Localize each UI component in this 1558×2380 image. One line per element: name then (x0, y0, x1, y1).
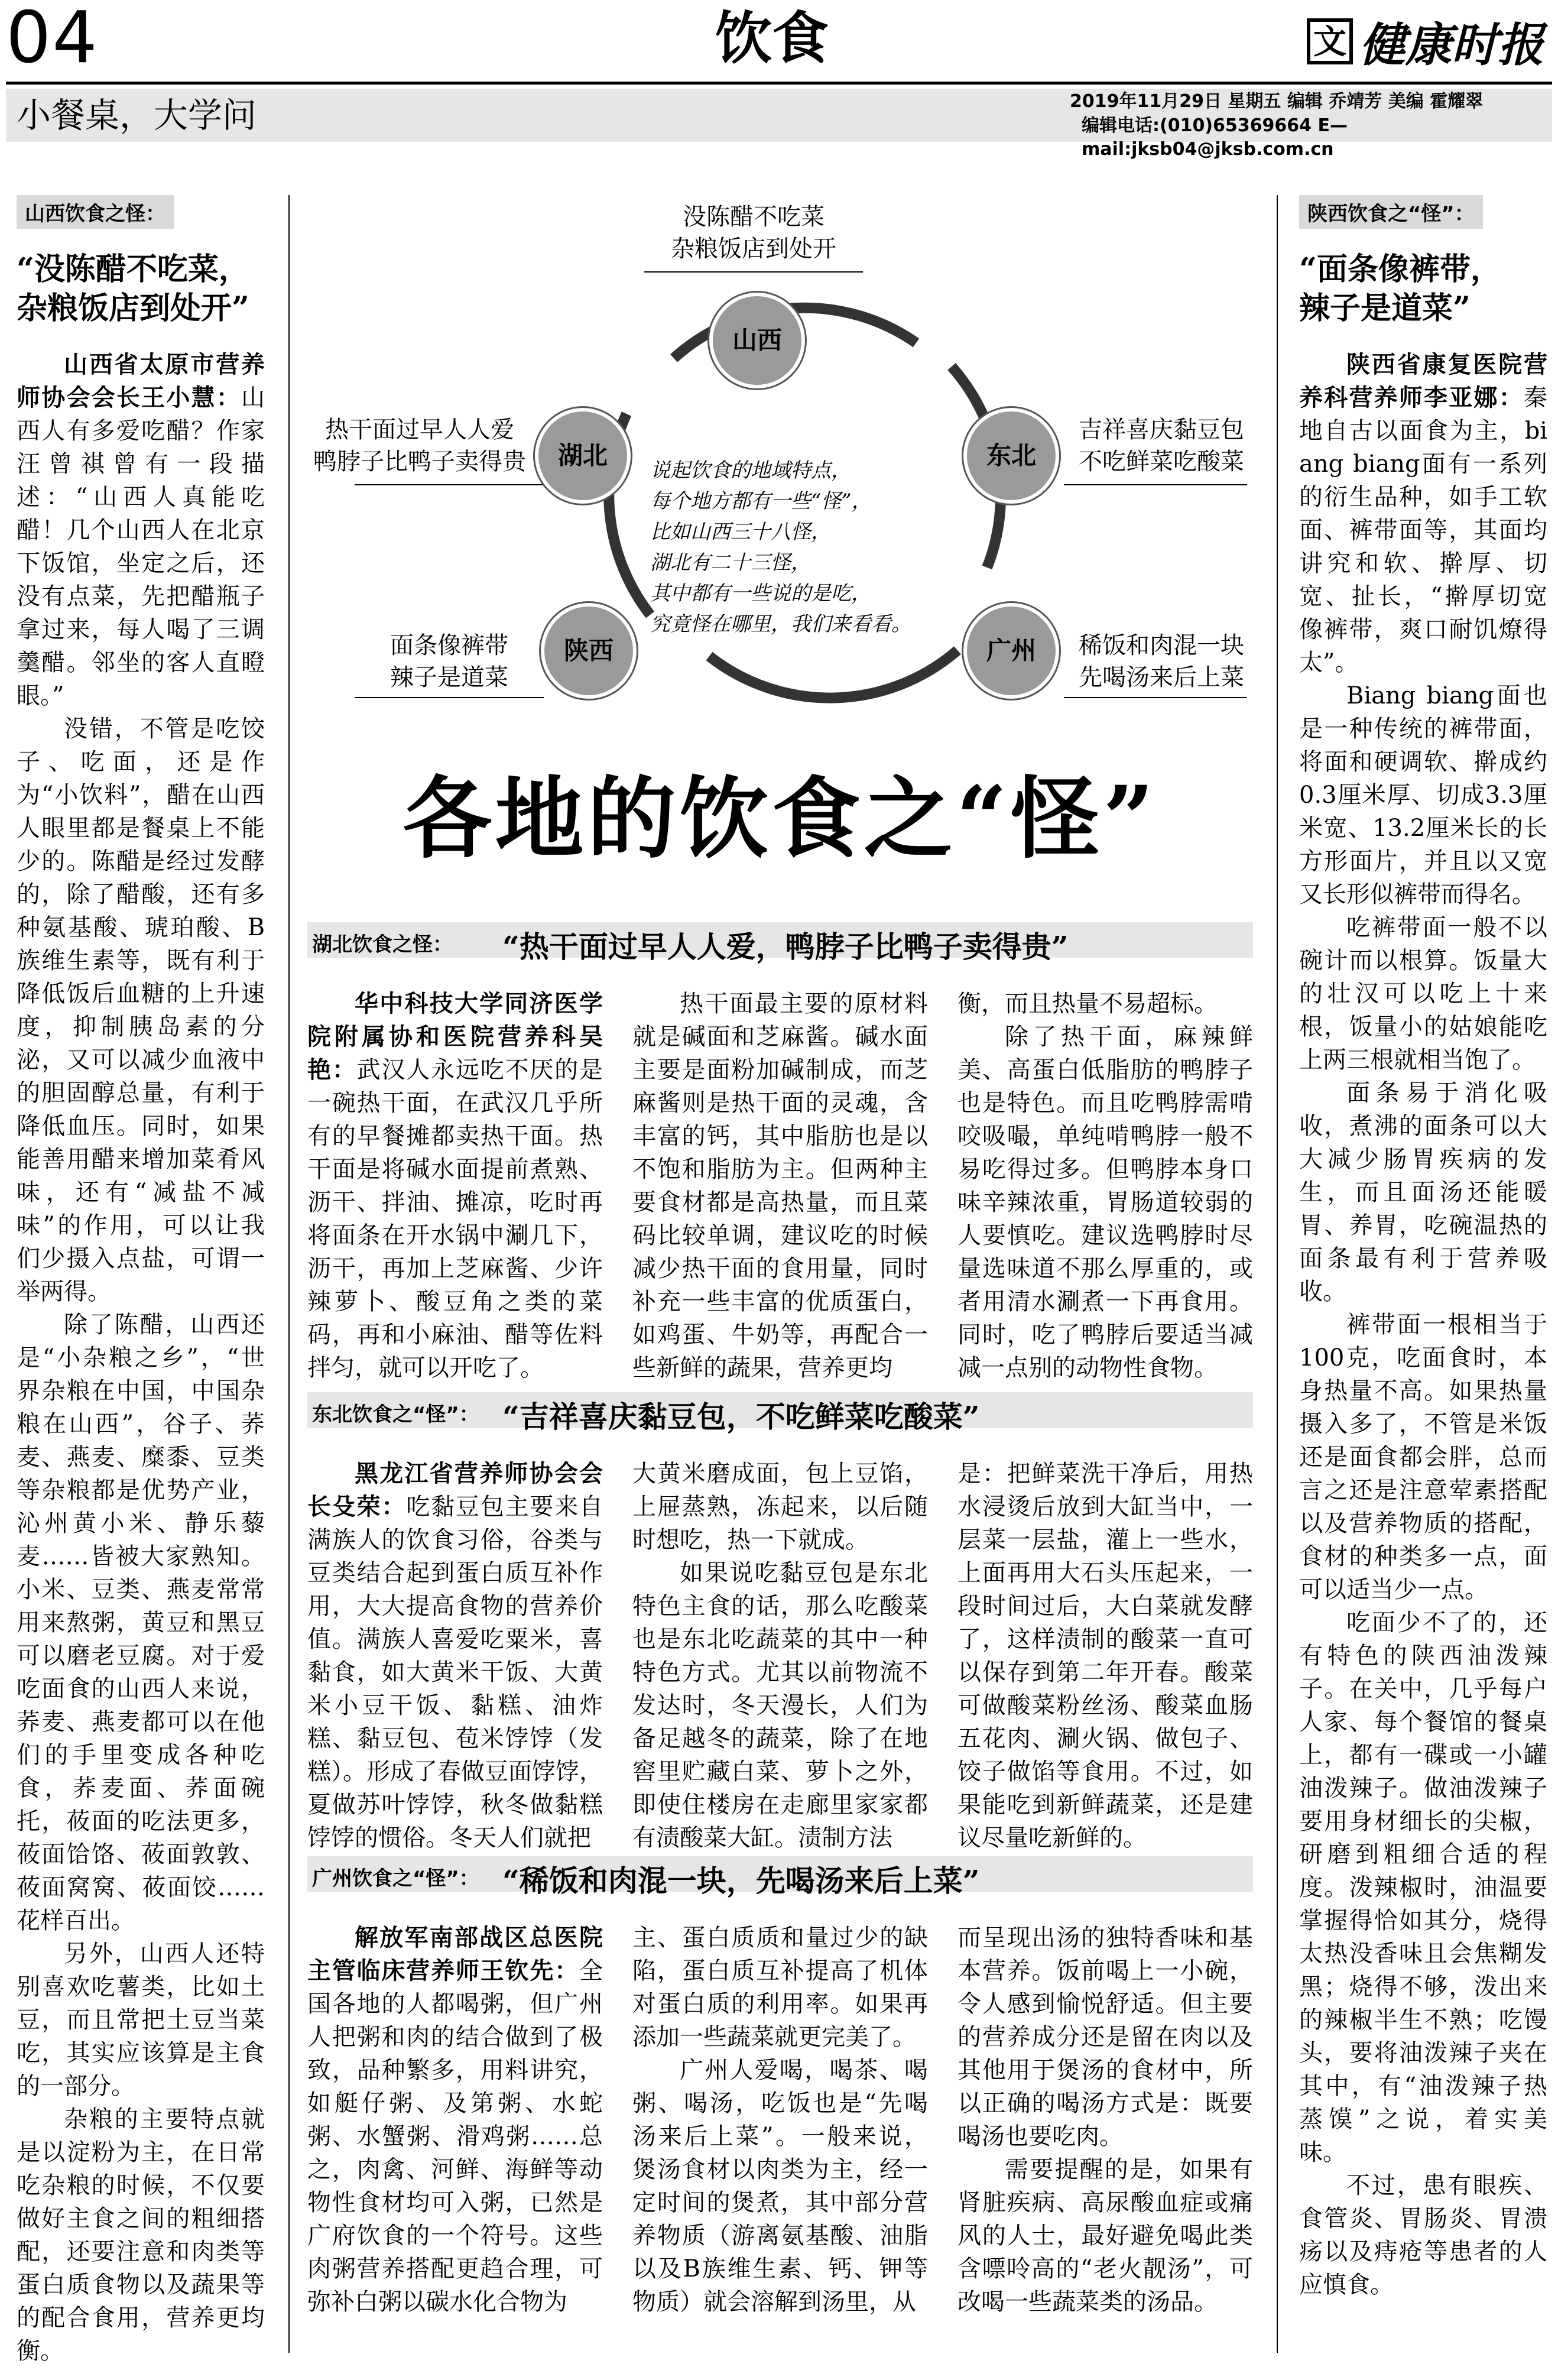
title-line: “没陈醋不吃菜， (17, 251, 249, 287)
hubei-col-3 (957, 987, 1253, 1384)
section-tag-shanxi: 山西饮食之怪： (17, 195, 174, 229)
paragraph: 吃黏豆包主要来自满族人的饮食习俗，谷类与豆类结合起到蛋白质互补作用，大大提高食物的营养价值。满族人喜爱吃粟米，喜黏食，如大黄米干饭、大黄米小豆干饭、黏糕、油炸糕、黏豆包、苞米饽饽（发糕）。形成了春做豆面饽饽，夏做苏叶饽饽，秋冬做黏糕饽饽的惯俗。冬天人们就把 (307, 1493, 603, 1852)
paragraph: 吃面少不了的，还有特色的陕西油泼辣子。在关中，几乎每户人家、每个餐馆的餐桌上，都有一碟或一小罐油泼辣子。做油泼辣子要用身材细长的尖椒，研磨到粗细合适的程度。泼辣椒时，油温要掌握得恰如其分，烧得太热没香味且会焦糊发黑；烧得不够，泼出来的辣椒半生不熟；吃馒头，要将油泼辣子夹在其中，有“油泼辣子热蒸馍”之说，着实美味。 (1299, 1609, 1547, 2166)
paragraph: 没错，不管是吃饺子、吃面，还是作为“小饮料”，醋在山西人眼里都是餐桌上不能少的。陈醋是经过发酵的，除了醋酸，还有多种氨基酸、琥珀酸、B族维生素等，既有利于降低饭后血糖的上升速度，抑制胰岛素的分泌，又可以减少血液中的胆固醇总量，有利于降低血压。同时，如果能善用醋来增加菜肴风味，还有“减盐不减味”的作用，可以让我们少摄入点盐，可谓一举两得。 (17, 715, 265, 1305)
article-body-shaanxi (1299, 348, 1547, 2301)
label-line: 没陈醋不吃菜 (683, 203, 825, 231)
intro-line: 说起饮食的地域特点， (650, 459, 851, 482)
paragraph: 热干面最主要的原材料就是碱面和芝麻酱。碱水面主要是面粉加碱制成，而芝麻酱则是热干面的灵魂，含丰富的钙，其中脂肪也是以不饱和脂肪为主。但两种主要食材都是高热量，而且菜码比较单调，建议吃的时候减少热干面的食用量，同时补充一些丰富的优质蛋白，如鸡蛋、牛奶等，再配合一些新鲜的蔬果，营养更均 (632, 990, 928, 1382)
label-line: 杂粮饭店到处开 (671, 235, 836, 262)
paragraph: 吃裤带面一般不以碗计而以根算。饭量大的壮汉可以吃上十来根，饭量小的姑娘能吃上两三根就相当饱了。 (1299, 914, 1547, 1074)
node-shaanxi: 陕西 (541, 603, 637, 699)
label-line: 辣子是道菜 (390, 664, 508, 691)
guangzhou-col-1 (307, 1921, 603, 2319)
intro-line: 每个地方都有一些“怪”， (650, 489, 872, 513)
article-body-shanxi (17, 348, 265, 2368)
section-tag-guangzhou: 广州饮食之“怪”： (312, 1867, 479, 1891)
label-line: 先喝汤来后上菜 (1079, 664, 1244, 691)
paragraph: 秦地自古以面食为主，biang biang面有一系列的衍生品种，如手工软面、裤带面等，其面均讲究和软、擀厚、切宽、扯长，“擀厚切宽像裤带，爽口耐饥燎得太”。 (1299, 384, 1547, 676)
label-shanxi (641, 201, 866, 265)
paragraph: Biang biang面也是一种传统的裤带面，将面和硬调软、擀成约0.3厘米厚、切成3.3厘米宽、13.2厘米长的长方形面片，并且以又宽又长形似裤带而得名。 (1299, 682, 1547, 908)
title-line: 杂粮饭店到处开” (17, 290, 249, 326)
paragraph: 大黄米磨成面，包上豆馅，上屉蒸熟，冻起来，以后随时想吃，热一下就成。 (632, 1460, 928, 1554)
page-number: 04 (6, 0, 99, 79)
dongbei-col-2 (632, 1457, 928, 1854)
dongbei-col-3 (957, 1457, 1253, 1854)
paragraph: 除了陈醋，山西还是“小杂粮之乡”，“世界杂粮在中国，中国杂粮在山西”，谷子、荞麦、燕麦、糜黍、豆类等杂粮都是优势产业，沁州黄小米、静乐藜麦……皆被大家熟知。小米、豆类、燕麦常常用来熬粥，黄豆和黑豆可以磨老豆腐。对于爱吃面食的山西人来说，荞麦、燕麦都可以在他们的手里变成各种吃食，荞麦面、荞面碗托，莜面的吃法更多，莜面饸饹、莜面敦敦、莜面窝窝、莜面饺……花样百出。 (17, 1311, 265, 1934)
paragraph: 主、蛋白质质和量过少的缺陷，蛋白质互补提高了机体对蛋白质的利用率。如果再添加一些蔬菜就更完美了。 (632, 1924, 928, 2051)
author-lead: 黑龙江省营养师协会会长殳荣： (307, 1460, 603, 1520)
section-header-guangzhou (307, 1856, 1253, 1898)
column-name: 小餐桌，大学问 (17, 95, 257, 135)
intro-line: 湖北有二十三怪， (650, 551, 811, 575)
section-tag-hubei: 湖北饮食之怪： (312, 933, 453, 956)
label-guangzhou (1064, 630, 1259, 693)
contact-line: 编辑电话:(010)65369664 E—mail:jksb04@jksb.com.cn (1082, 115, 1348, 160)
paragraph: 全国各地的人都喝粥，但广州人把粥和肉的结合做到了极致，品种繁多，用料讲究，如艇仔粥、及第粥、水蛇粥、水蟹粥、滑鸡粥……总之，肉禽、河鲜、海鲜等动物性食材均可入粥，已然是广府饮食的一个符号。这些肉粥营养搭配更趋合理，可弥补白粥以碳水化合物为 (307, 1957, 603, 2316)
section-title-hubei: “热干面过早人人爱，鸭脖子比鸭子卖得贵” (502, 929, 1069, 964)
logo-emblem-icon (1306, 18, 1353, 65)
logo-text: 健康时报 (1359, 18, 1544, 72)
column-divider (1277, 195, 1278, 2353)
label-line: 不吃鲜菜吃酸菜 (1079, 448, 1244, 475)
label-line: 面条像裤带 (390, 632, 508, 659)
author-lead: 华中科技大学同济医学院附属协和医院营养科吴艳： (307, 990, 603, 1084)
label-line: 吉祥喜庆黏豆包 (1079, 416, 1244, 443)
section-tag-shaanxi: 陕西饮食之“怪”： (1299, 195, 1483, 229)
node-guangzhou: 广州 (963, 603, 1059, 699)
newspaper-logo (1306, 12, 1544, 71)
label-shaanxi (355, 630, 544, 693)
label-line: 稀饭和肉混一块 (1079, 632, 1244, 659)
hubei-col-2 (632, 987, 928, 1384)
author-lead: 山西省太原市营养师协会会长王小慧： (17, 351, 265, 411)
hubei-col-1 (307, 987, 603, 1384)
paragraph: 是：把鲜菜洗干净后，用热水浸烫后放到大缸当中，一层菜一层盐，灌上一些水，上面再用大石头压起来，一段时间过后，大白菜就发酵了，这样渍制的酸菜一直可以保存到第二年开春。酸菜可做酸菜粉丝汤、酸菜血肠五花肉、涮火锅、做包子、饺子做馅等食用。不过，如果能吃到新鲜蔬菜，还是建议尽量吃新鲜的。 (957, 1460, 1253, 1852)
node-shanxi: 山西 (709, 293, 805, 388)
section-header-dongbei (307, 1392, 1253, 1434)
paragraph: 广州人爱喝，喝茶、喝粥、喝汤，吃饭也是“先喝汤来后上菜”。一般来说，煲汤食材以肉类为主，经一定时间的煲煮，其中部分营养物质（游离氨基酸、油脂以及B族维生素、钙、钾等物质）就会溶解到汤里，从 (632, 2057, 928, 2316)
label-line: 鸭脖子比鸭子卖得贵 (313, 448, 526, 475)
node-hubei: 湖北 (535, 408, 631, 504)
label-dongbei (1064, 414, 1259, 478)
dongbei-col-1 (307, 1457, 603, 1854)
label-line: 热干面过早人人爱 (325, 416, 514, 443)
author-lead: 解放军南部战区总医院主管临床营养师王钦先： (307, 1924, 603, 1985)
label-hubei (296, 414, 544, 478)
paragraph: 不过，患有眼疾、食管炎、胃肠炎、胃溃疡以及痔疮等患者的人应慎食。 (1299, 2172, 1547, 2298)
paragraph: 需要提醒的是，如果有肾脏疾病、高尿酸血症或痛风的人士，最好避免喝此类含嘌呤高的“老火靓汤”，可改喝一些蔬菜类的汤品。 (957, 2156, 1253, 2316)
intro-line: 其中都有一些说的是吃， (650, 582, 871, 605)
paragraph: 武汉人永远吃不厌的是一碗热干面，在武汉几乎所有的早餐摊都卖热干面。热干面是将碱水面提前煮熟、沥干、拌油、摊凉，吃时再将面条在开水锅中涮几下，沥干，再加上芝麻酱、少许辣萝卜、酸豆角之类的菜码，再和小麻油、醋等佐料拌匀，就可以开吃了。 (307, 1056, 603, 1382)
dateline: 2019年11月29日 星期五 编辑 乔靖芳 美编 霍耀翠 (1070, 91, 1484, 112)
section-title-shaanxi (1299, 250, 1547, 328)
svg-text:文: 文 (1313, 22, 1346, 61)
paragraph: 面条易于消化吸收，煮沸的面条可以大大减少肠胃疾病的发生，而且面汤还能暖胃、养胃，吃碗温热的面条最有利于营养吸收。 (1299, 1079, 1547, 1305)
title-line: 辣子是道菜” (1299, 290, 1471, 326)
title-line: “面条像裤带， (1299, 251, 1501, 287)
paragraph: 另外，山西人还特别喜欢吃薯类，比如土豆，而且常把土豆当菜吃，其实应该算是主食的一部分。 (17, 1940, 265, 2100)
paragraph: 杂粮的主要特点就是以淀粉为主，在日常吃杂粮的时候，不仅要做好主食之间的粗细搭配，还要注意和肉类等蛋白质食物以及蔬果等的配合食用，营养更均衡。 (17, 2106, 265, 2365)
section-title-dongbei: “吉祥喜庆黏豆包，不吃鲜菜吃酸菜” (502, 1399, 980, 1434)
paragraph: 山西人有多爱吃醋？作家汪曾祺曾有一段描述：“山西人真能吃醋！几个山西人在北京下饭馆，坐定之后，还没有点菜，先把醋瓶子拿过来，每人喝了三调羹醋。邻坐的客人直瞪眼。” (17, 384, 265, 709)
column-divider (288, 195, 290, 2353)
section-header-hubei (307, 922, 1253, 964)
section-title-shanxi (17, 250, 265, 328)
left-column (17, 195, 265, 2368)
paragraph: 裤带面一根相当于100克，吃面食时，本身热量不高。如果热量摄入多了，不管是米饭还是面食都会胖，总而言之还是注意荤素搭配以及营养物质的搭配，食材的种类多一点，面可以适当少一点。 (1299, 1311, 1547, 1603)
intro-line: 究竟怪在哪里，我们来看看。 (650, 612, 911, 636)
masthead-rule (6, 82, 1552, 85)
region-diagram (296, 189, 1271, 763)
author-lead: 陕西省康复医院营养科营养师李亚娜： (1299, 351, 1547, 411)
guangzhou-col-2 (632, 1921, 928, 2319)
right-column (1299, 195, 1547, 2301)
intro-line: 比如山西三十八怪， (650, 520, 831, 544)
section-title-guangzhou: “稀饭和肉混一块，先喝汤来后上菜” (502, 1863, 980, 1898)
main-headline: 各地的饮食之“怪” (403, 767, 1158, 871)
section-tag-dongbei: 东北饮食之“怪”： (312, 1403, 479, 1426)
paragraph: 而呈现出汤的独特香味和基本营养。饭前喝上一小碗，令人感到愉悦舒适。但主要的营养成分还是留在肉以及其他用于煲汤的食材中，所以正确的喝汤方式是：既要喝汤也要吃肉。 (957, 1924, 1253, 2150)
node-dongbei: 东北 (963, 408, 1059, 504)
guangzhou-col-3 (957, 1921, 1253, 2319)
paragraph: 如果说吃黏豆包是东北特色主食的话，那么吃酸菜也是东北吃蔬菜的其中一种特色方式。尤其以前物流不发达时，冬天漫长，人们为备足越冬的蔬菜，除了在地窖里贮藏白菜、萝卜之外，即使住楼房在走廊里家家都有渍酸菜大缸。渍制方法 (632, 1559, 928, 1852)
paragraph: 衡，而且热量不易超标。 (957, 990, 1218, 1017)
diagram-intro-text (650, 455, 981, 640)
paragraph: 除了热干面，麻辣鲜美、高蛋白低脂肪的鸭脖子也是特色。而且吃鸭脖需啃咬吸嘬，单纯啃鸭脖一般不易吃得过多。但鸭脖本身口味辛辣浓重，胃肠道较弱的人要慎吃。建议选鸭脖时尽量选味道不那么厚重的，或者用清水涮煮一下再食用。同时，吃了鸭脖后要适当减减一点别的动物性食物。 (957, 1023, 1253, 1382)
section-title: 饮食 (715, 5, 829, 72)
